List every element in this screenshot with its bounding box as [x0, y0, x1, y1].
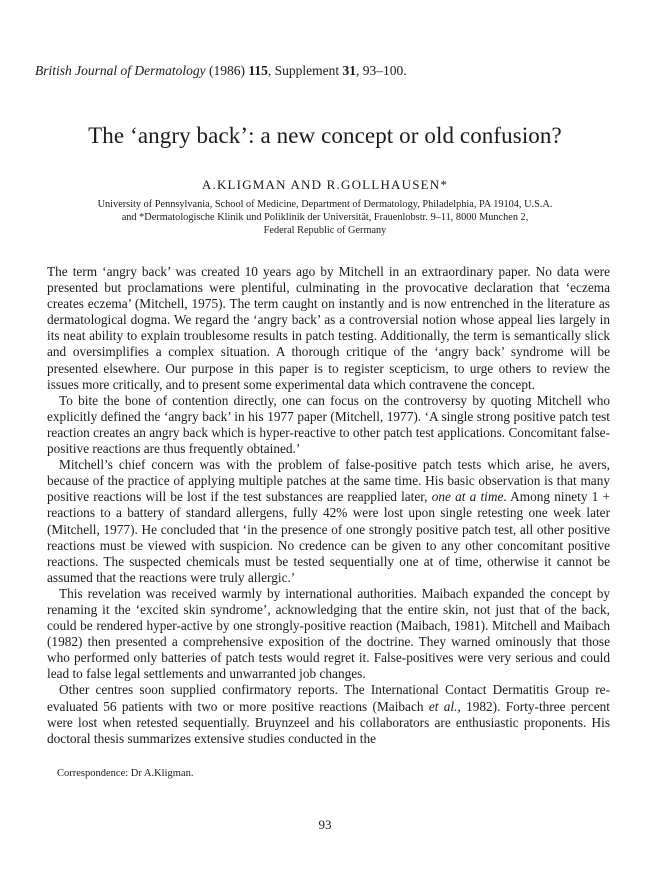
page-number: 93 — [318, 817, 332, 832]
authors: A.KLIGMAN AND R.GOLLHAUSEN* — [201, 177, 449, 192]
paragraph-3 — [47, 457, 610, 586]
citation-year: (1986) — [205, 63, 249, 78]
journal-citation — [35, 63, 407, 79]
paragraph-5-text: , 1982). Forty-three percent were lost when retested sequentially. Bruynzeel and his collaborators are enthusiastic proponents. His doctoral thesis summarizes extensive studies conducted in the — [47, 698, 610, 746]
article-body — [47, 264, 610, 747]
paragraph-3-emphasis: one at a time — [431, 489, 504, 505]
citation-pages: , 93–100. — [356, 63, 407, 78]
affiliation-line: Federal Republic of Germany — [263, 225, 387, 236]
affiliation-line: University of Pennsylvania, School of Medicine, Department of Dermatology, Philadelphia, PA 19104, U.S.A. — [97, 199, 553, 210]
paragraph-3-text: Mitchell’s chief concern was with the problem of false-positive patch tests which arise, he avers, because of the practice of applying multiple patches at the same time. His basic observation is that many positive reactions will be lost if the test substances are reapplied later, — [47, 457, 610, 505]
paragraph-5-emphasis: et al. — [428, 698, 458, 714]
journal-name: British Journal of Dermatology — [35, 63, 206, 78]
paragraph-3-text: . Among ninety 1 + reactions to a battery of standard allergens, fully 42% were lost upon single retesting one week later (Mitchell, 1977). He concluded that ‘in the presence of one strongly positive patch test, all other positive reactions must be viewed with suspicion. No credence can be given to any other concomitant positive reactions. The suspected chemicals must be tested sequentially one at of time, otherwise it cannot be assumed that the reactions were truly allergic.’ — [47, 489, 610, 585]
citation-supplement: , Supplement — [267, 63, 343, 78]
citation-supplement-number: 31 — [342, 63, 357, 78]
paragraph-5-text: Other centres soon supplied confirmatory reports. The International Contact Dermatitis Group re-evaluated 56 patients with two or more positive reactions (Maibach — [47, 682, 610, 714]
correspondence-note: Correspondence: Dr A.Kligman. — [57, 768, 194, 779]
paragraph-1: The term ‘angry back’ was created 10 years ago by Mitchell in an extraordinary paper. No data were presented but proclamations were plentiful, culminating in the provocative declaration that ‘eczema creates eczema’ (Mitchell, 1975). The term caught on instantly and is now entrenched in the literature as dermatological dogma. We regard the ‘angry back’ as a controversial notion whose appeal lies largely in its neat ability to explain troublesome results in patch testing. Additionally, the term is semantically slick and oversimplifies a complex situation. A thorough critique of the ‘angry back’ syndrome will be presented elsewhere. Our purpose in this paper is to register scepticism, to urge others to review the issues more critically, and to present some experimental data which contravene the concept. — [47, 264, 610, 392]
paragraph-2: To bite the bone of contention directly, one can focus on the controversy by quoting Mitchell who explicitly defined the ‘angry back’ in his 1977 paper (Mitchell, 1977). ‘A single strong positive patch test reaction creates an angry back which is hyper-reactive to other patch test applications. Concomitant false-positive reactions are thus frequently obtained.’ — [47, 392, 610, 457]
paragraph-4: This revelation was received warmly by international authorities. Maibach expanded the concept by renaming it the ‘excited skin syndrome’, acknowledging that the entire skin, not just that of the back, could be rendered hyper-active by one strongly-positive reaction (Maibach, 1981). Mitchell and Maibach (1982) then presented a comprehensive exposition of the doctrine. They warned ominously that those who performed only batteries of patch tests would regret it. False-positives were very serious and could lead to false legal settlements and unwarranted job changes. — [47, 585, 610, 682]
article-title: The ‘angry back’: a new concept or old confusion? — [88, 123, 562, 148]
affiliation — [40, 198, 610, 237]
affiliation-line: and *Dermatologische Klinik und Poliklinik der Universität, Frauenlobstr. 9–11, 8000 Munchen 2, — [121, 212, 529, 223]
citation-volume: 115 — [248, 63, 268, 78]
paragraph-5 — [47, 682, 610, 746]
